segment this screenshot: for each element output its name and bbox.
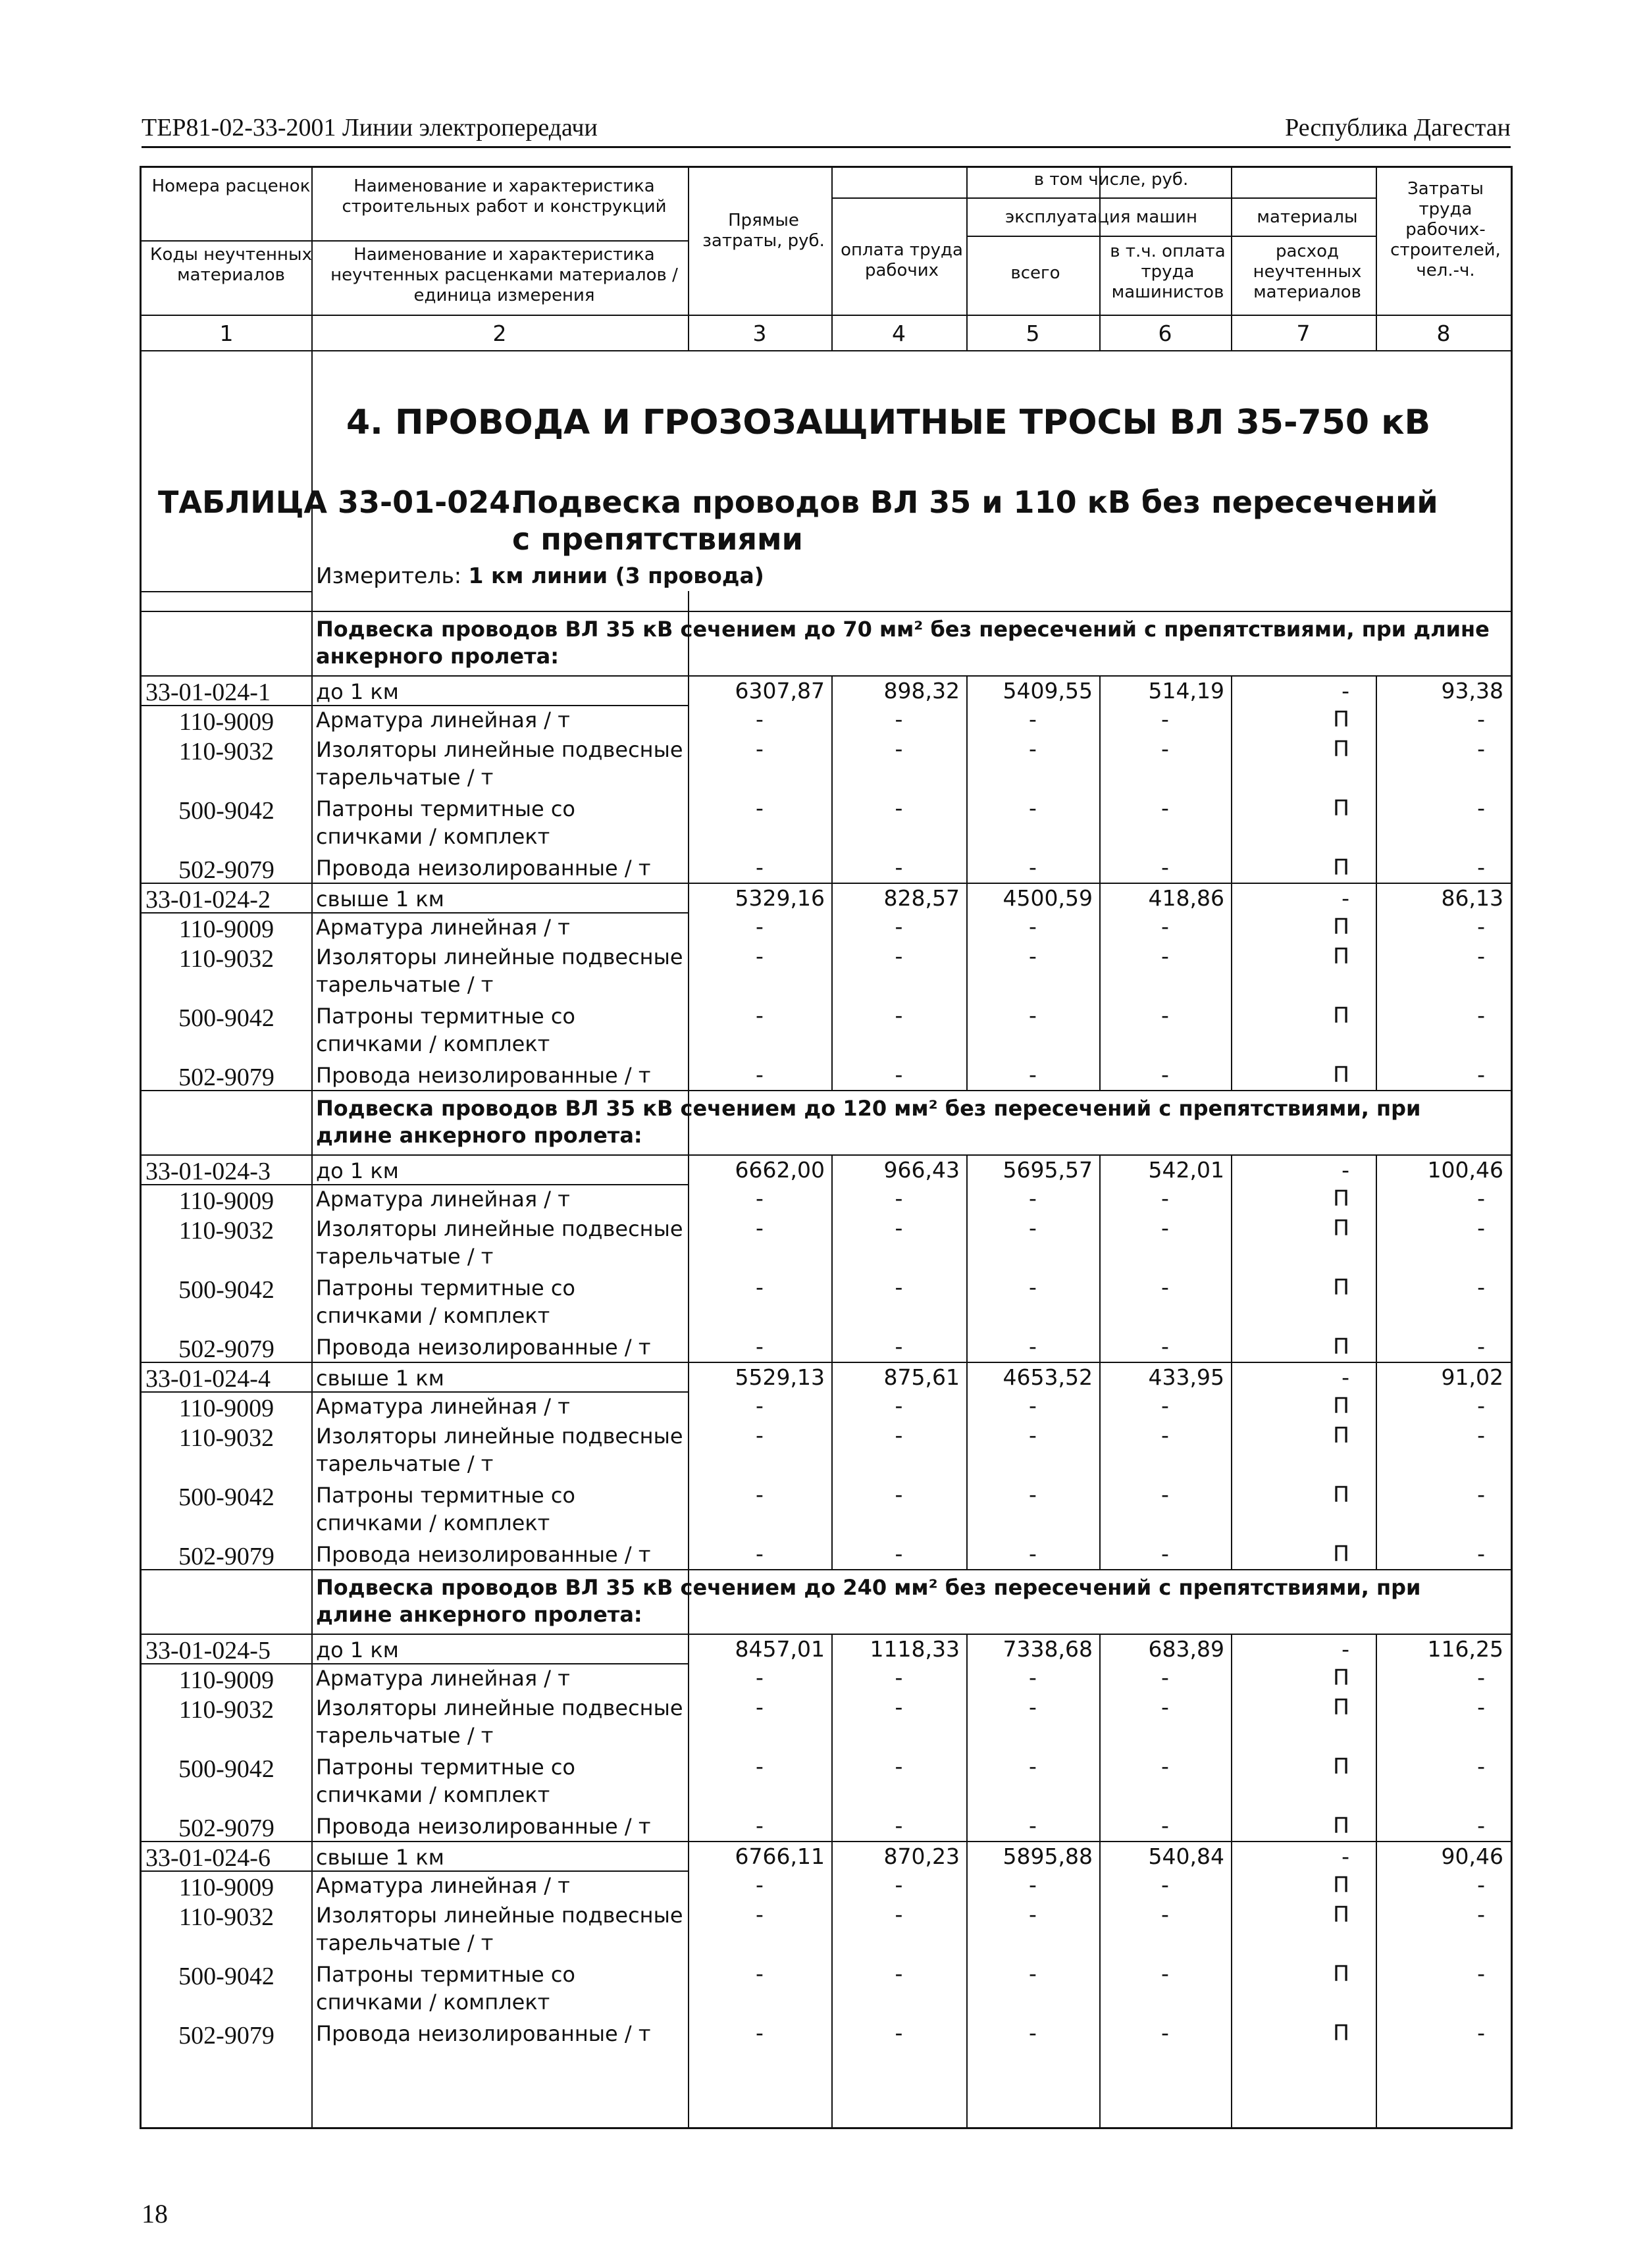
machinist-pay-value: 683,89 <box>1148 1636 1224 1662</box>
machinist-pay-dash: - <box>1161 914 1169 939</box>
labor-hours-value: 86,13 <box>1441 885 1503 911</box>
rate-row-top-line <box>142 1362 1511 1363</box>
machinist-pay-dash: - <box>1161 1422 1169 1448</box>
labor-hours-dash: - <box>1477 943 1485 969</box>
group-title-3: Подвеска проводов ВЛ 35 кВ сечением до 240 мм² без пересечений с препятствиями, при длине анкерного пролета: <box>316 1575 1421 1627</box>
material-mark: П <box>1333 854 1349 880</box>
group-title-top-line <box>142 611 1511 612</box>
worker-pay-dash: - <box>895 914 903 939</box>
materials-value: - <box>1341 1636 1349 1662</box>
worker-pay-dash: - <box>895 1813 903 1838</box>
labor-hours-dash: - <box>1477 1062 1485 1087</box>
material-name: Изоляторы линейные подвесные тарельчатые / т <box>316 1903 683 1955</box>
worker-pay-dash: - <box>895 1185 903 1211</box>
material-mark: П <box>1333 1541 1349 1566</box>
machinist-pay-dash: - <box>1161 1062 1169 1087</box>
direct-costs-value: 6662,00 <box>735 1157 825 1183</box>
machines-dash: - <box>1029 1753 1037 1779</box>
worker-pay-dash: - <box>895 1002 903 1028</box>
material-mark: П <box>1333 943 1349 969</box>
material-name: Патроны термитные со спичками / комплект <box>316 1483 575 1535</box>
machinist-pay-dash: - <box>1161 1482 1169 1507</box>
worker-pay-value: 875,61 <box>883 1364 960 1390</box>
col-header-labor-hours: Затраты труда рабочих-строителей, чел.-ч. <box>1390 179 1501 280</box>
materials-value: - <box>1341 1364 1349 1390</box>
material-mark: П <box>1333 2020 1349 2046</box>
direct-costs-dash: - <box>756 914 764 939</box>
column-number-5: 5 <box>1026 321 1040 346</box>
group-title-top-line <box>142 1090 1511 1091</box>
machinist-pay-value: 540,84 <box>1148 1843 1224 1869</box>
material-mark: П <box>1333 1901 1349 1927</box>
machines-dash: - <box>1029 854 1037 880</box>
rate-name: до 1 км <box>316 1158 399 1183</box>
direct-costs-dash: - <box>756 1333 764 1359</box>
material-name: Изоляторы линейные подвесные тарельчатые / т <box>316 737 683 790</box>
worker-pay-dash: - <box>895 1901 903 1927</box>
labor-hours-value: 116,25 <box>1427 1636 1503 1662</box>
col-header-machines: эксплуатация машин <box>1004 207 1198 227</box>
document-title: ТЕР81-02-33-2001 Линии электропередачи <box>142 114 598 142</box>
worker-pay-dash: - <box>895 1664 903 1690</box>
rate-code: 33-01-024-5 <box>145 1637 271 1664</box>
machinist-pay-dash: - <box>1161 795 1169 821</box>
material-mark: П <box>1333 1393 1349 1418</box>
group-title-2: Подвеска проводов ВЛ 35 кВ сечением до 120 мм² без пересечений с препятствиями, при длине анкерного пролета: <box>316 1096 1421 1148</box>
material-name: Патроны термитные со спичками / комплект <box>316 1755 575 1807</box>
direct-costs-dash: - <box>756 795 764 821</box>
material-code: 500-9042 <box>178 1755 274 1783</box>
machinist-pay-dash: - <box>1161 1813 1169 1838</box>
material-name: Провода неизолированные / т <box>316 2021 651 2046</box>
direct-costs-value: 8457,01 <box>735 1636 825 1662</box>
table-title: Подвеска проводов ВЛ 35 и 110 кВ без пересечений с препятствиями <box>512 484 1438 557</box>
direct-costs-dash: - <box>756 1961 764 1986</box>
machines-dash: - <box>1029 706 1037 732</box>
direct-costs-dash: - <box>756 1753 764 1779</box>
material-mark: П <box>1333 1961 1349 1986</box>
labor-hours-dash: - <box>1477 1664 1485 1690</box>
material-name: Провода неизолированные / т <box>316 1063 651 1088</box>
col-header-machines-total: всего <box>1010 263 1060 283</box>
rate-row-top-line <box>142 1841 1511 1842</box>
worker-pay-dash: - <box>895 1422 903 1448</box>
worker-pay-dash: - <box>895 1393 903 1418</box>
region-name: Республика Дагестан <box>1285 114 1511 142</box>
worker-pay-dash: - <box>895 1274 903 1300</box>
material-mark: П <box>1333 1062 1349 1087</box>
direct-costs-dash: - <box>756 706 764 732</box>
col-header-rate-numbers: Номера расценок <box>151 176 311 196</box>
direct-costs-dash: - <box>756 1393 764 1418</box>
machinist-pay-value: 514,19 <box>1148 678 1224 704</box>
material-mark: П <box>1333 1185 1349 1211</box>
rate-row-top-line <box>142 883 1511 884</box>
material-name: Патроны термитные со спичками / комплект <box>316 796 575 849</box>
material-mark: П <box>1333 1333 1349 1359</box>
direct-costs-dash: - <box>756 1002 764 1028</box>
rate-row-top-line <box>142 675 1511 677</box>
rate-name: свыше 1 км <box>316 887 444 912</box>
machinist-pay-value: 418,86 <box>1148 885 1224 911</box>
material-mark: П <box>1333 1872 1349 1897</box>
materials-value: - <box>1341 1843 1349 1869</box>
labor-hours-dash: - <box>1477 2020 1485 2046</box>
rate-name: до 1 км <box>316 679 399 704</box>
group-title-1: Подвеска проводов ВЛ 35 кВ сечением до 70 мм² без пересечений с препятствиями, при длине анкерного пролета: <box>316 617 1490 669</box>
material-name: Патроны термитные со спичками / комплект <box>316 1276 575 1328</box>
header-bottom-line <box>142 315 1511 316</box>
labor-hours-dash: - <box>1477 1215 1485 1241</box>
labor-hours-value: 90,46 <box>1441 1843 1503 1869</box>
material-code: 110-9032 <box>178 1217 274 1245</box>
column-number-7: 7 <box>1296 321 1311 346</box>
machines-dash: - <box>1029 1482 1037 1507</box>
labor-hours-dash: - <box>1477 1482 1485 1507</box>
machines-dash: - <box>1029 736 1037 761</box>
running-header <box>142 113 1511 150</box>
machinist-pay-value: 433,95 <box>1148 1364 1224 1390</box>
measure-value: 1 км линии (3 провода) <box>468 563 764 588</box>
material-code: 110-9009 <box>178 915 274 943</box>
material-mark: П <box>1333 1664 1349 1690</box>
body-column-divider <box>311 350 313 2127</box>
labor-hours-dash: - <box>1477 1422 1485 1448</box>
material-name: Патроны термитные со спичками / комплект <box>316 1962 575 2015</box>
machines-dash: - <box>1029 1333 1037 1359</box>
material-code: 110-9032 <box>178 945 274 973</box>
direct-costs-dash: - <box>756 1694 764 1720</box>
material-name: Арматура линейная / т <box>316 1187 570 1212</box>
labor-hours-dash: - <box>1477 1185 1485 1211</box>
worker-pay-dash: - <box>895 854 903 880</box>
material-code: 502-9079 <box>178 2022 274 2049</box>
material-mark: П <box>1333 1813 1349 1838</box>
direct-costs-value: 5329,16 <box>735 885 825 911</box>
machinist-pay-dash: - <box>1161 1185 1169 1211</box>
rate-name: свыше 1 км <box>316 1366 444 1391</box>
labor-hours-dash: - <box>1477 795 1485 821</box>
measure-line <box>316 563 764 588</box>
machines-dash: - <box>1029 1541 1037 1566</box>
measure-label: Измеритель: <box>316 563 462 588</box>
worker-pay-value: 1118,33 <box>870 1636 960 1662</box>
machinist-pay-dash: - <box>1161 1215 1169 1241</box>
material-name: Арматура линейная / т <box>316 1873 570 1898</box>
machinist-pay-dash: - <box>1161 1002 1169 1028</box>
col-header-machinist-pay: в т.ч. оплата труда машинистов <box>1110 242 1226 302</box>
direct-costs-value: 6766,11 <box>735 1843 825 1869</box>
column-number-6: 6 <box>1158 321 1172 346</box>
worker-pay-dash: - <box>895 2020 903 2046</box>
machinist-pay-dash: - <box>1161 1872 1169 1897</box>
material-code: 110-9009 <box>178 1666 274 1694</box>
machines-dash: - <box>1029 2020 1037 2046</box>
material-code: 502-9079 <box>178 1815 274 1842</box>
material-mark: П <box>1333 1694 1349 1720</box>
material-name: Арматура линейная / т <box>316 915 570 940</box>
worker-pay-dash: - <box>895 1333 903 1359</box>
machinist-pay-dash: - <box>1161 1961 1169 1986</box>
material-name: Изоляторы линейные подвесные тарельчатые / т <box>316 1216 683 1269</box>
material-name: Изоляторы линейные подвесные тарельчатые / т <box>316 1424 683 1476</box>
material-code: 500-9042 <box>178 1004 274 1032</box>
machines-total-value: 5695,57 <box>1003 1157 1093 1183</box>
col-header-work-name: Наименование и характеристика строительных работ и конструкций <box>342 176 667 217</box>
machines-dash: - <box>1029 1215 1037 1241</box>
labor-hours-dash: - <box>1477 736 1485 761</box>
machinist-pay-dash: - <box>1161 854 1169 880</box>
material-code: 500-9042 <box>178 1963 274 1990</box>
col-header-material-name: Наименование и характеристика неучтенных расценками материалов / единица измерения <box>330 245 678 305</box>
rate-code: 33-01-024-6 <box>145 1844 271 1872</box>
rate-code: 33-01-024-2 <box>145 886 271 914</box>
col-header-materials: материалы <box>1257 207 1358 227</box>
material-code: 110-9032 <box>178 1696 274 1724</box>
material-mark: П <box>1333 1482 1349 1507</box>
material-code: 500-9042 <box>178 797 274 825</box>
column-numbers-bottom-line <box>142 350 1511 351</box>
labor-hours-dash: - <box>1477 854 1485 880</box>
column-number-1: 1 <box>219 321 234 346</box>
material-code: 500-9042 <box>178 1276 274 1304</box>
machinist-pay-dash: - <box>1161 1541 1169 1566</box>
material-code: 110-9009 <box>178 708 274 736</box>
worker-pay-dash: - <box>895 1482 903 1507</box>
labor-hours-value: 100,46 <box>1427 1157 1503 1183</box>
machinist-pay-dash: - <box>1161 2020 1169 2046</box>
measure-row-line <box>142 591 311 592</box>
labor-hours-dash: - <box>1477 1694 1485 1720</box>
machines-total-value: 5895,88 <box>1003 1843 1093 1869</box>
labor-hours-dash: - <box>1477 1813 1485 1838</box>
machines-dash: - <box>1029 1872 1037 1897</box>
material-code: 110-9032 <box>178 1903 274 1931</box>
machines-dash: - <box>1029 1901 1037 1927</box>
rate-code: 33-01-024-4 <box>145 1365 271 1393</box>
header-rule <box>142 146 1511 148</box>
material-code: 502-9079 <box>178 1335 274 1363</box>
direct-costs-dash: - <box>756 943 764 969</box>
material-code: 502-9079 <box>178 1064 274 1091</box>
column-number-4: 4 <box>892 321 906 346</box>
materials-value: - <box>1341 678 1349 704</box>
machines-dash: - <box>1029 1393 1037 1418</box>
labor-hours-dash: - <box>1477 1541 1485 1566</box>
worker-pay-value: 870,23 <box>883 1843 960 1869</box>
machinist-pay-dash: - <box>1161 1753 1169 1779</box>
machines-dash: - <box>1029 1062 1037 1087</box>
machinist-pay-dash: - <box>1161 1901 1169 1927</box>
direct-costs-dash: - <box>756 1901 764 1927</box>
machinist-pay-dash: - <box>1161 1694 1169 1720</box>
direct-costs-dash: - <box>756 854 764 880</box>
machines-dash: - <box>1029 1185 1037 1211</box>
machinist-pay-dash: - <box>1161 736 1169 761</box>
labor-hours-value: 93,38 <box>1441 678 1503 704</box>
worker-pay-value: 966,43 <box>883 1157 960 1183</box>
material-mark: П <box>1333 1422 1349 1448</box>
direct-costs-dash: - <box>756 1062 764 1087</box>
header-incl-line <box>831 197 1376 199</box>
machinist-pay-dash: - <box>1161 706 1169 732</box>
worker-pay-dash: - <box>895 1753 903 1779</box>
material-code: 110-9032 <box>178 1424 274 1452</box>
material-name: Провода неизолированные / т <box>316 1335 651 1360</box>
worker-pay-dash: - <box>895 795 903 821</box>
material-name: Арматура линейная / т <box>316 708 570 733</box>
rate-row-top-line <box>142 1634 1511 1635</box>
column-number-8: 8 <box>1436 321 1451 346</box>
machines-total-value: 4500,59 <box>1003 885 1093 911</box>
materials-value: - <box>1341 885 1349 911</box>
material-mark: П <box>1333 736 1349 761</box>
worker-pay-dash: - <box>895 1215 903 1241</box>
material-mark: П <box>1333 795 1349 821</box>
material-mark: П <box>1333 1215 1349 1241</box>
direct-costs-dash: - <box>756 1482 764 1507</box>
material-name: Провода неизолированные / т <box>316 1814 651 1839</box>
machines-total-value: 7338,68 <box>1003 1636 1093 1662</box>
machinist-pay-dash: - <box>1161 1664 1169 1690</box>
header-split-line <box>142 240 688 242</box>
machines-dash: - <box>1029 1813 1037 1838</box>
material-code: 110-9009 <box>178 1874 274 1901</box>
worker-pay-dash: - <box>895 736 903 761</box>
worker-pay-value: 898,32 <box>883 678 960 704</box>
table-number: ТАБЛИЦА 33-01-024. <box>158 484 522 520</box>
machines-dash: - <box>1029 943 1037 969</box>
direct-costs-dash: - <box>756 2020 764 2046</box>
labor-hours-dash: - <box>1477 1901 1485 1927</box>
section-title: 4. ПРОВОДА И ГРОЗОЗАЩИТНЫЕ ТРОСЫ ВЛ 35-750 кВ <box>346 403 1431 442</box>
worker-pay-dash: - <box>895 943 903 969</box>
labor-hours-dash: - <box>1477 1333 1485 1359</box>
material-name: Изоляторы линейные подвесные тарельчатые / т <box>316 1695 683 1748</box>
labor-hours-dash: - <box>1477 706 1485 732</box>
col-header-worker-pay: оплата труда рабочих <box>841 240 963 280</box>
header-materials-line <box>1231 236 1376 237</box>
material-code: 502-9079 <box>178 856 274 884</box>
direct-costs-dash: - <box>756 1215 764 1241</box>
direct-costs-dash: - <box>756 1541 764 1566</box>
col-header-material-codes: Коды неучтенных материалов <box>150 245 312 285</box>
machinist-pay-dash: - <box>1161 1393 1169 1418</box>
machines-dash: - <box>1029 1422 1037 1448</box>
direct-costs-dash: - <box>756 1185 764 1211</box>
machines-total-value: 5409,55 <box>1003 678 1093 704</box>
material-mark: П <box>1333 1753 1349 1779</box>
material-code: 110-9009 <box>178 1395 274 1422</box>
material-mark: П <box>1333 1002 1349 1028</box>
labor-hours-dash: - <box>1477 914 1485 939</box>
labor-hours-dash: - <box>1477 1002 1485 1028</box>
col-header-direct-costs: Прямые затраты, руб. <box>702 211 825 251</box>
worker-pay-dash: - <box>895 1062 903 1087</box>
column-number-2: 2 <box>492 321 507 346</box>
material-code: 502-9079 <box>178 1543 274 1570</box>
worker-pay-dash: - <box>895 1872 903 1897</box>
direct-costs-value: 5529,13 <box>735 1364 825 1390</box>
worker-pay-dash: - <box>895 1694 903 1720</box>
labor-hours-dash: - <box>1477 1961 1485 1986</box>
rate-code: 33-01-024-1 <box>145 679 271 706</box>
labor-hours-dash: - <box>1477 1393 1485 1418</box>
direct-costs-dash: - <box>756 1274 764 1300</box>
machines-dash: - <box>1029 795 1037 821</box>
machinist-pay-value: 542,01 <box>1148 1157 1224 1183</box>
header-machines-line <box>966 236 1231 237</box>
rate-code: 33-01-024-3 <box>145 1158 271 1185</box>
machinist-pay-dash: - <box>1161 1274 1169 1300</box>
machines-dash: - <box>1029 1961 1037 1986</box>
machines-total-value: 4653,52 <box>1003 1364 1093 1390</box>
machines-dash: - <box>1029 1664 1037 1690</box>
worker-pay-dash: - <box>895 1541 903 1566</box>
materials-value: - <box>1341 1157 1349 1183</box>
group-title-top-line <box>142 1569 1511 1570</box>
rate-name: свыше 1 км <box>316 1845 444 1870</box>
material-code: 110-9009 <box>178 1187 274 1215</box>
direct-costs-dash: - <box>756 736 764 761</box>
direct-costs-dash: - <box>756 1872 764 1897</box>
page-number: 18 <box>142 2199 168 2229</box>
material-mark: П <box>1333 706 1349 732</box>
labor-hours-dash: - <box>1477 1872 1485 1897</box>
labor-hours-dash: - <box>1477 1753 1485 1779</box>
machines-dash: - <box>1029 1274 1037 1300</box>
machines-dash: - <box>1029 914 1037 939</box>
direct-costs-dash: - <box>756 1813 764 1838</box>
material-name: Арматура линейная / т <box>316 1666 570 1691</box>
direct-costs-dash: - <box>756 1664 764 1690</box>
material-mark: П <box>1333 1274 1349 1300</box>
material-name: Патроны термитные со спичками / комплект <box>316 1004 575 1056</box>
worker-pay-value: 828,57 <box>883 885 960 911</box>
direct-costs-value: 6307,87 <box>735 678 825 704</box>
machinist-pay-dash: - <box>1161 1333 1169 1359</box>
material-code: 500-9042 <box>178 1483 274 1511</box>
rate-row-top-line <box>142 1154 1511 1156</box>
direct-costs-dash: - <box>756 1422 764 1448</box>
column-number-3: 3 <box>752 321 767 346</box>
machines-dash: - <box>1029 1002 1037 1028</box>
labor-hours-dash: - <box>1477 1274 1485 1300</box>
machines-dash: - <box>1029 1694 1037 1720</box>
col-header-incl: в том числе, руб. <box>1033 170 1189 190</box>
material-mark: П <box>1333 914 1349 939</box>
machinist-pay-dash: - <box>1161 943 1169 969</box>
measure-row-divider <box>688 591 689 611</box>
material-name: Провода неизолированные / т <box>316 856 651 881</box>
worker-pay-dash: - <box>895 706 903 732</box>
rate-name: до 1 км <box>316 1637 399 1662</box>
material-name: Арматура линейная / т <box>316 1394 570 1419</box>
material-name: Изоляторы линейные подвесные тарельчатые / т <box>316 944 683 997</box>
labor-hours-value: 91,02 <box>1441 1364 1503 1390</box>
worker-pay-dash: - <box>895 1961 903 1986</box>
material-code: 110-9032 <box>178 738 274 765</box>
material-name: Провода неизолированные / т <box>316 1542 651 1567</box>
col-header-unaccounted-materials: расход неучтенных материалов <box>1253 242 1362 302</box>
